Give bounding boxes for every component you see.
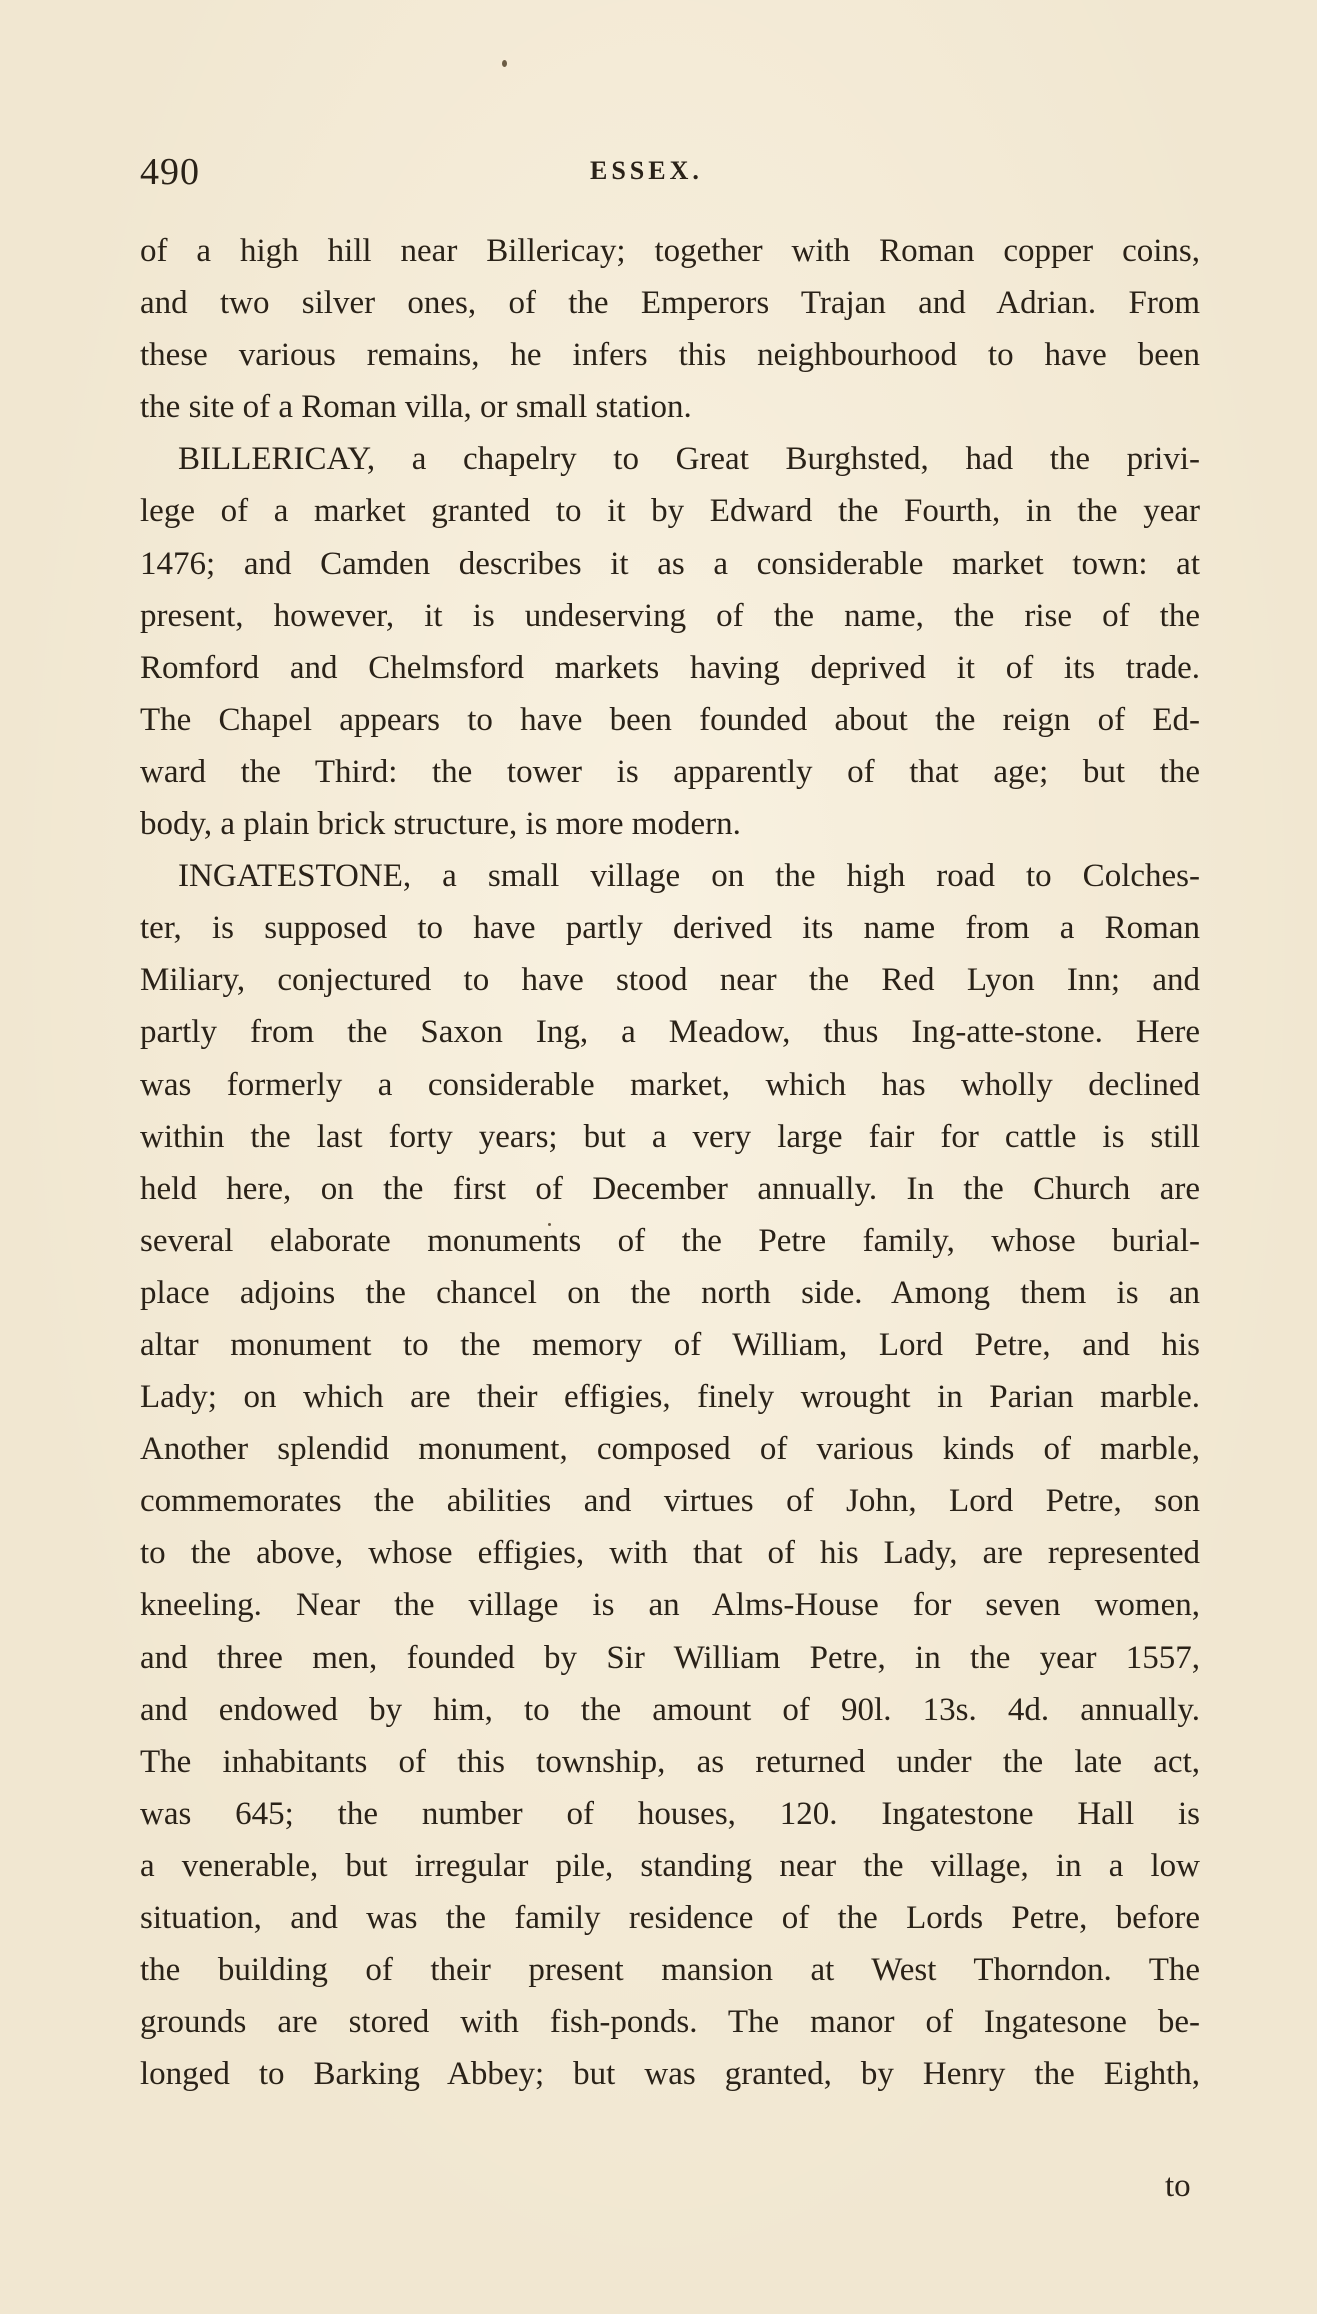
text-line: and endowed by him, to the amount of 90l. 13s. 4d. annually.	[140, 1691, 1200, 1728]
text-line: The inhabitants of this township, as returned under the late act,	[140, 1743, 1200, 1780]
text-line: present, however, it is undeserving of the name, the rise of the	[140, 597, 1200, 634]
text-line: lege of a market granted to it by Edward the Fourth, in the year	[140, 493, 1200, 530]
paragraph-ingatestone: INGATESTONE, a small village on the high road to Colches-	[178, 858, 1200, 895]
text-line: within the last forty years; but a very large fair for cattle is still	[140, 1118, 1200, 1155]
text-line: body, a plain brick structure, is more modern.	[140, 806, 741, 843]
body-text	[140, 225, 1200, 2100]
text-line: Another splendid monument, composed of various kinds of marble,	[140, 1431, 1200, 1468]
paper-speck	[502, 60, 507, 67]
text-line: situation, and was the family residence of the Lords Petre, before	[140, 1900, 1200, 1936]
text-line: these various remains, he infers this neighbourhood to have been	[140, 337, 1200, 374]
text-line: Lady; on which are their effigies, finely wrought in Parian marble.	[140, 1379, 1200, 1416]
text-line: The Chapel appears to have been founded about the reign of Ed-	[140, 701, 1200, 738]
page-number: 490	[140, 151, 200, 193]
text-line: place adjoins the chancel on the north side. Among them is an	[140, 1274, 1200, 1311]
text-line: ter, is supposed to have partly derived its name from a Roman	[140, 910, 1200, 947]
text-line: several elaborate monuments of the Petre family, whose burial-	[140, 1222, 1200, 1259]
text-line: ward the Third: the tower is apparently of that age; but the	[140, 753, 1200, 790]
paragraph-billericay: BILLERICAY, a chapelry to Great Burghsted, had the privi-	[178, 441, 1200, 478]
running-head: ESSEX.	[590, 156, 703, 185]
text-line: grounds are stored with fish-ponds. The manor of Ingatesone be-	[140, 2004, 1200, 2041]
text-line: longed to Barking Abbey; but was granted, by Henry the Eighth,	[140, 2056, 1200, 2093]
text-line: 1476; and Camden describes it as a considerable market town: at	[140, 545, 1200, 582]
text-line: kneeling. Near the village is an Alms-House for seven women,	[140, 1587, 1200, 1624]
text-line: the site of a Roman villa, or small station.	[140, 389, 692, 426]
text-line: commemorates the abilities and virtues of John, Lord Petre, son	[140, 1483, 1200, 1520]
text-line: the building of their present mansion at West Thorndon. The	[140, 1952, 1200, 1989]
text-line: and three men, founded by Sir William Petre, in the year 1557,	[140, 1639, 1200, 1676]
text-line: held here, on the first of December annually. In the Church are	[140, 1170, 1200, 1207]
text-line: and two silver ones, of the Emperors Trajan and Adrian. From	[140, 285, 1200, 322]
text-line: altar monument to the memory of William, Lord Petre, and his	[140, 1326, 1200, 1363]
text-line: was 645; the number of houses, 120. Ingatestone Hall is	[140, 1795, 1200, 1832]
catchword: to	[1165, 2168, 1191, 2204]
text-line: partly from the Saxon Ing, a Meadow, thus Ing-atte-stone. Here	[140, 1014, 1200, 1051]
text-line: of a high hill near Billericay; together with Roman copper coins,	[140, 233, 1200, 269]
text-line: Romford and Chelmsford markets having deprived it of its trade.	[140, 649, 1200, 686]
text-line: was formerly a considerable market, which has wholly declined	[140, 1066, 1200, 1103]
text-line: a venerable, but irregular pile, standing near the village, in a low	[140, 1847, 1200, 1884]
text-line: Miliary, conjectured to have stood near the Red Lyon Inn; and	[140, 962, 1200, 999]
text-line: to the above, whose effigies, with that of his Lady, are represented	[140, 1535, 1200, 1572]
